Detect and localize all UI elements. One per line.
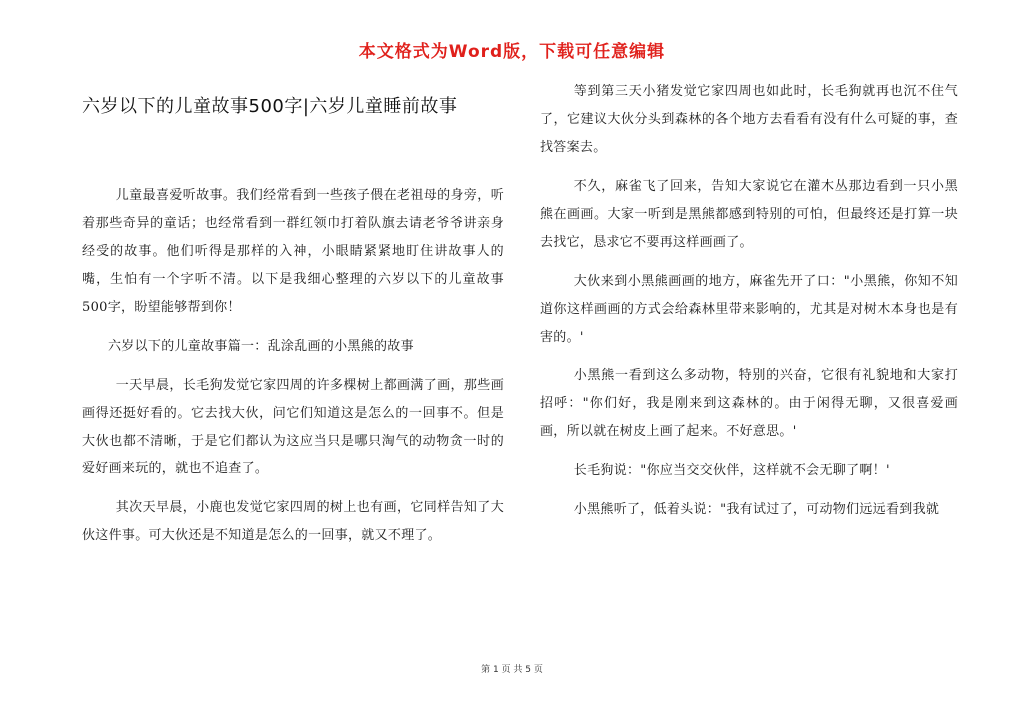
story-paragraph: 小黑熊听了，低着头说："我有试过了，可动物们远远看到我就	[573, 502, 940, 518]
story-paragraph: 等到第三天小猪发觉它家四周也如此时，长毛狗就再也沉不住气了，它建议大伙分头到森林的各个地方去看看有没有什么可疑的事，查找答案去。	[540, 84, 958, 155]
story-paragraph: 其次天早晨，小鹿也发觉它家四周的树上也有画，它同样告知了大伙这件事。可大伙还是不知道是怎么的一回事，就又不理了。	[82, 500, 504, 544]
story-paragraph: 一天早晨，长毛狗发觉它家四周的许多棵树上都画满了画，那些画画得还挺好看的。它去找大伙，问它们知道这是怎么的一回事不。但是大伙也都不清晰，于是它们都认为这应当只是哪只淘气的动物贪一时的爱好画来玩的，就也不追查了。	[82, 377, 504, 477]
story-paragraph: 长毛狗说："你应当交交伙伴，这样就不会无聊了啊！'	[573, 463, 890, 479]
left-column	[82, 182, 504, 561]
page-title: 六岁以下的儿童故事500字|六岁儿童睡前故事	[82, 96, 458, 117]
intro-paragraph: 儿童最喜爱听故事。我们经常看到一些孩子偎在老祖母的身旁，听着那些奇异的童话；也经常看到一群红领巾打着队旗去请老爷爷讲亲身经受的故事。他们听得是那样的入神，小眼睛紧紧地盯住讲故事人的嘴，生怕有一个字听不清。以下是我细心整理的六岁以下的儿童故事500字，盼望能够帮到你！	[82, 188, 504, 315]
story-paragraph: 不久，麻雀飞了回来，告知大家说它在灌木丛那边看到一只小黑熊在画画。大家一听到是黑熊都感到特别的可怕，但最终还是打算一块去找它，恳求它不要再这样画画了。	[540, 178, 958, 250]
right-column	[540, 78, 958, 535]
story-paragraph: 小黑熊一看到这么多动物，特别的兴奋，它很有礼貌地和大家打招呼："你们好，我是刚来到这森林的。由于闲得无聊，又很喜爱画画，所以就在树皮上画了起来。不好意思。'	[540, 368, 958, 440]
word-format-banner: 本文格式为Word版，下载可任意编辑	[358, 42, 666, 62]
story-heading: 六岁以下的儿童故事篇一：乱涂乱画的小黑熊的故事	[108, 338, 414, 354]
story-paragraph: 大伙来到小黑熊画画的地方，麻雀先开了口："小黑熊，你知不知道你这样画画的方式会给森林里带来影响的，尤其是对树木本身也是有害的。'	[540, 273, 958, 345]
page-number-footer: 第 1 页 共 5 页	[481, 665, 543, 675]
